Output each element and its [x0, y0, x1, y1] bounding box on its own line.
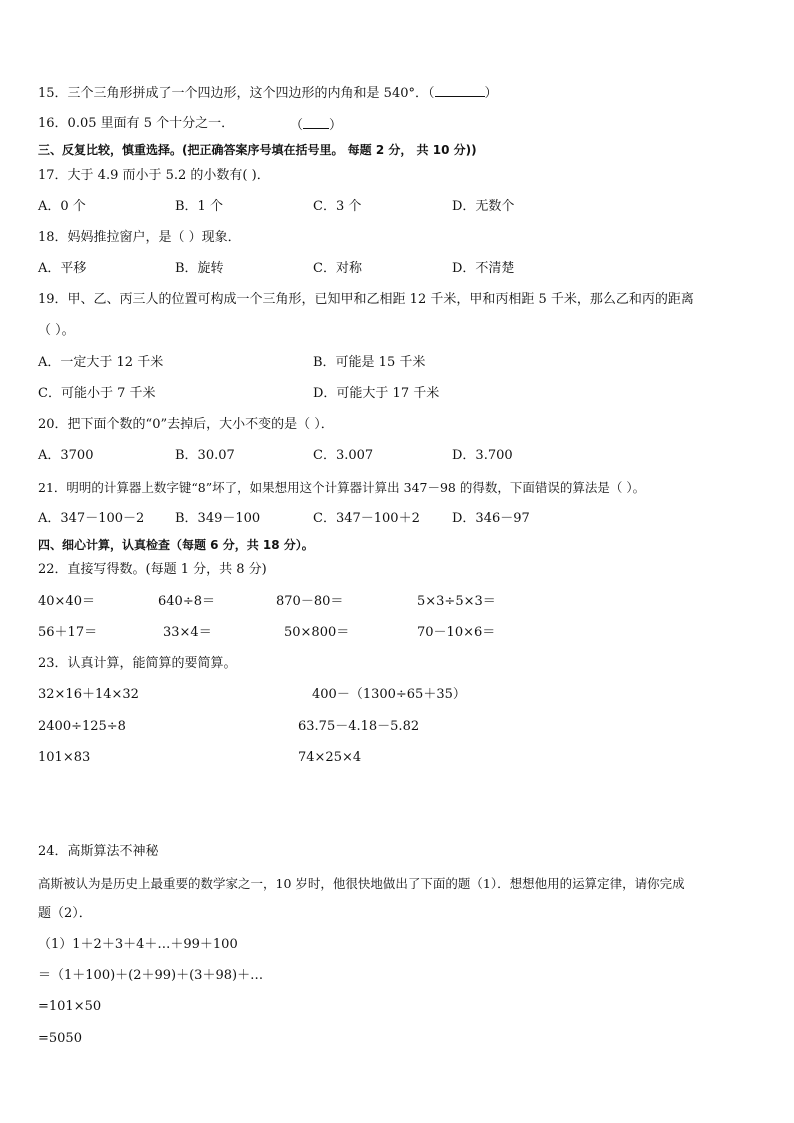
q19-option-a[interactable]: A．一定大于 12 千米 — [38, 355, 164, 370]
question-16-answer — [290, 116, 342, 134]
q23-item-3: 2400÷125÷8 — [38, 719, 126, 734]
q17-option-a[interactable]: A．0 个 — [38, 199, 86, 214]
question-17-stem: 17．大于 4.9 而小于 5.2 的小数有( )． — [38, 168, 270, 183]
q19-option-c[interactable]: C．可能小于 7 千米 — [38, 386, 156, 401]
q23-item-2: 400－（1300÷65＋35） — [312, 687, 466, 702]
question-18-stem: 18．妈妈推拉窗户，是（ ）现象． — [38, 230, 241, 245]
question-24-line1: 高斯被认为是历史上最重要的数学家之一，10 岁时，他很快地做出了下面的题（1）．想想他用的运算定律，请你完成 — [38, 876, 685, 891]
q21-option-a[interactable]: A．347－100－2 — [38, 511, 145, 526]
q18-option-b[interactable]: B．旋转 — [175, 261, 224, 276]
q20-option-b[interactable]: B．30.07 — [175, 448, 235, 463]
question-24-step-4: =5050 — [38, 1031, 82, 1046]
answer-blank-16[interactable] — [303, 116, 329, 129]
question-24-step-1: （1）1＋2＋3＋4＋…＋99＋100 — [38, 937, 238, 952]
question-24-step-2: ＝（1＋100)＋(2＋99)＋(3＋98)＋… — [38, 968, 264, 983]
q17-option-b[interactable]: B．1 个 — [175, 199, 223, 214]
q21-option-b[interactable]: B．349－100 — [175, 511, 261, 526]
q22-item-2: 640÷8＝ — [158, 594, 215, 609]
q18-option-d[interactable]: D．不清楚 — [452, 261, 515, 276]
question-24-line2: 题（2）． — [38, 906, 92, 921]
question-15-text: 15．三个三角形拼成了一个四边形，这个四边形的内角和是 540°．（ — [38, 86, 435, 101]
q23-item-6: 74×25×4 — [298, 750, 362, 765]
q17-option-d[interactable]: D．无数个 — [452, 199, 515, 214]
answer-blank-15[interactable] — [435, 84, 485, 97]
q19-option-d[interactable]: D．可能大于 17 千米 — [313, 386, 440, 401]
q20-option-c[interactable]: C．3.007 — [313, 448, 374, 463]
question-22-stem: 22．直接写得数。(每题 1 分，共 8 分) — [38, 562, 267, 577]
question-19-stem-line1: 19．甲、乙、丙三人的位置可构成一个三角形，已知甲和乙相距 12 千米，甲和丙相距 5 千米，那么乙和丙的距离 — [38, 292, 694, 307]
section-3-title: 三、反复比较，慎重选择。(把正确答案序号填在括号里。 每题 2 分， 共 10 分)) — [38, 143, 477, 157]
q22-item-5: 56＋17＝ — [38, 625, 98, 640]
q23-item-5: 101×83 — [38, 750, 91, 765]
question-24-title: 24．高斯算法不神秘 — [38, 844, 159, 859]
question-15 — [38, 84, 498, 102]
question-16-text: 16．0.05 里面有 5 个十分之一． — [38, 116, 235, 131]
question-16 — [38, 116, 234, 132]
q23-item-1: 32×16＋14×32 — [38, 687, 139, 702]
question-15-close: ） — [484, 86, 498, 101]
q20-option-a[interactable]: A．3700 — [38, 448, 94, 463]
q23-item-4: 63.75－4.18－5.82 — [298, 719, 420, 734]
q18-option-a[interactable]: A．平移 — [38, 261, 87, 276]
q22-item-4: 5×3÷5×3＝ — [417, 594, 496, 609]
q17-option-c[interactable]: C．3 个 — [313, 199, 362, 214]
q22-item-6: 33×4＝ — [163, 625, 212, 640]
q19-option-b[interactable]: B．可能是 15 千米 — [313, 355, 426, 370]
question-20-stem: 20．把下面个数的“0”去掉后，大小不变的是（ ）． — [38, 417, 334, 432]
question-16-open: （ — [290, 118, 304, 133]
q21-option-d[interactable]: D．346－97 — [452, 511, 530, 526]
q22-item-3: 870－80＝ — [276, 594, 344, 609]
q22-item-7: 50×800＝ — [284, 625, 350, 640]
question-24-step-3: =101×50 — [38, 999, 102, 1014]
q18-option-c[interactable]: C．对称 — [313, 261, 362, 276]
q21-option-c[interactable]: C．347－100＋2 — [313, 511, 420, 526]
question-16-close: ） — [329, 118, 343, 133]
section-4-title: 四、细心计算，认真检查（每题 6 分，共 18 分）。 — [38, 538, 314, 552]
question-19-stem-line2: （ ）。 — [38, 323, 75, 338]
q20-option-d[interactable]: D．3.700 — [452, 448, 513, 463]
q22-item-1: 40×40＝ — [38, 594, 95, 609]
question-23-stem: 23．认真计算，能简算的要简算。 — [38, 656, 237, 671]
q22-item-8: 70－10×6＝ — [417, 625, 496, 640]
question-21-stem: 21．明明的计算器上数字键“8”坏了，如果想用这个计算器计算出 347－98 的得数，下面错误的算法是（ ）。 — [38, 480, 646, 495]
